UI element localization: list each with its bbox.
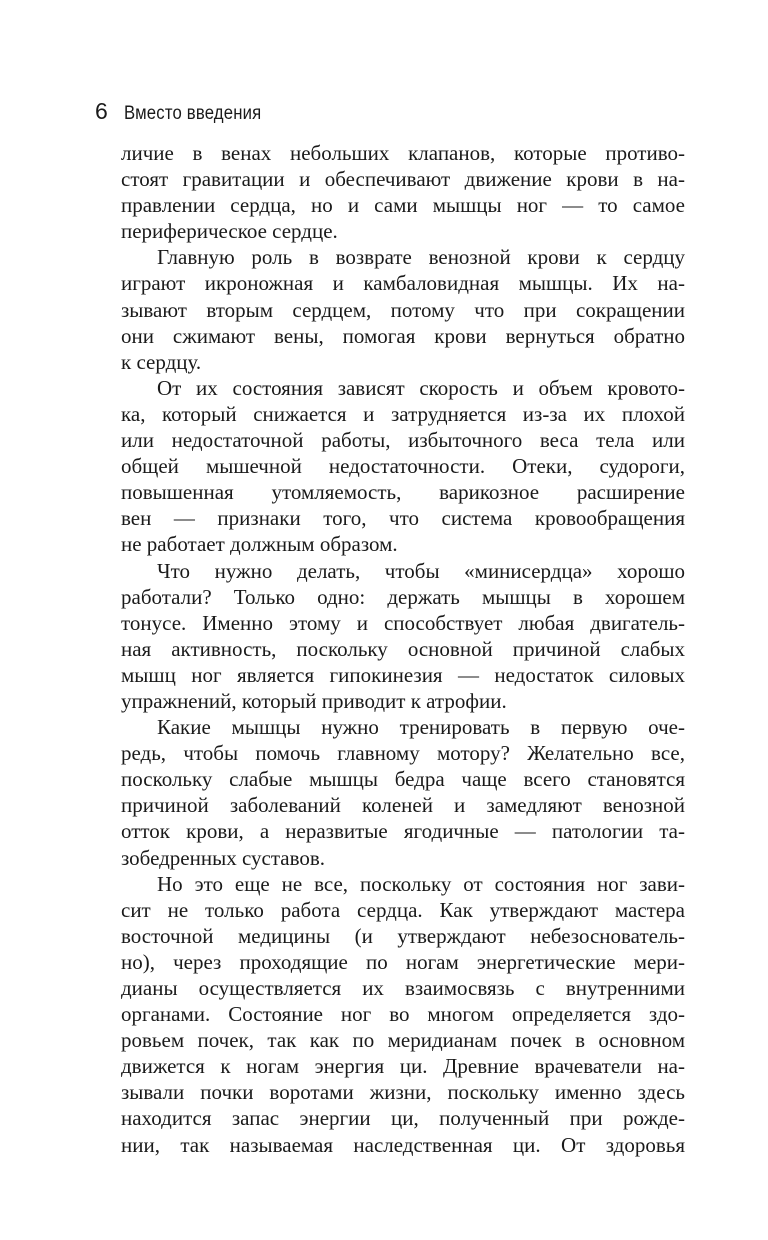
text-line: не работает должным образом. [121,532,398,557]
body-text [121,140,685,1158]
text-line: От их состояния зависят скорость и объем кровото- [157,375,685,400]
text-line: тонусе. Именно этому и способствует любая двигатель- [121,610,685,635]
text-line: отток крови, а неразвитые ягодичные — патологии та- [121,819,685,844]
text-line: нии, так называемая наследственная ци. От здоровья [121,1132,685,1157]
paragraph [121,375,685,558]
text-line: вен — признаки того, что система кровообращения [121,506,685,531]
text-line: причиной заболеваний коленей и замедляют венозной [121,793,685,818]
text-line: общей мышечной недостаточности. Отеки, судороги, [121,454,685,479]
text-line: редь, чтобы помочь главному мотору? Желательно все, [121,741,685,766]
text-line: играют икроножная и камбаловидная мышцы. Их на- [121,271,685,296]
text-line: восточной медицины (и утверждают небезоснователь- [121,923,685,948]
text-line: стоят гравитации и обеспечивают движение крови в на- [121,167,685,192]
text-line: правлении сердца, но и сами мышцы ног — то самое [121,193,685,218]
text-line: Какие мышцы нужно тренировать в первую оче- [157,715,685,740]
text-line: повышенная утомляемость, варикозное расширение [121,480,685,505]
text-line: периферическое сердце. [121,219,338,244]
text-line: они сжимают вены, помогая крови вернуться обратно [121,323,685,348]
text-line: зывают вторым сердцем, потому что при сокращении [121,297,685,322]
text-line: ка, который снижается и затрудняется из-за их плохой [121,401,685,426]
paragraph [121,244,685,374]
page-number: 6 [95,98,108,124]
text-line: ная активность, поскольку основной причиной слабых [121,636,685,661]
text-line: но), через проходящие по ногам энергетические мери- [121,949,685,974]
text-line: органами. Состояние ног во многом определяется здо- [121,1002,685,1027]
text-line: работали? Только одно: держать мышцы в хорошем [121,584,685,609]
paragraph [121,871,685,1158]
paragraph [121,558,685,715]
text-line: ровьем почек, так как по меридианам почек в основном [121,1028,685,1053]
text-line: или недостаточной работы, избыточного веса тела или [121,428,685,453]
text-line: движется к ногам энергия ци. Древние врачеватели на- [121,1054,685,1079]
text-line: мышц ног является гипокинезия — недостаток силовых [121,662,685,687]
running-title: Вместо введения [123,103,262,124]
text-line: Но это еще не все, поскольку от состояния ног зави- [157,871,685,896]
text-line: находится запас энергии ци, полученный при рожде- [121,1106,685,1131]
text-line: Главную роль в возврате венозной крови к сердцу [157,245,685,270]
text-line: Что нужно делать, чтобы «минисердца» хорошо [157,558,685,583]
text-line: к сердцу. [121,349,202,374]
text-line: личие в венах небольших клапанов, которые противо- [121,141,685,165]
text-line: зывали почки воротами жизни, поскольку именно здесь [121,1080,685,1105]
text-line: дианы осуществляется их взаимосвязь с внутренними [121,976,685,1000]
text-line: сит не только работа сердца. Как утверждают мастера [121,897,685,922]
paragraph [121,140,685,244]
paragraph [121,714,685,871]
running-header [95,98,280,126]
text-line: поскольку слабые мышцы бедра чаще всего становятся [121,767,685,792]
text-line: зобедренных суставов. [121,845,326,870]
text-line: упражнений, который приводит к атрофии. [121,688,507,713]
